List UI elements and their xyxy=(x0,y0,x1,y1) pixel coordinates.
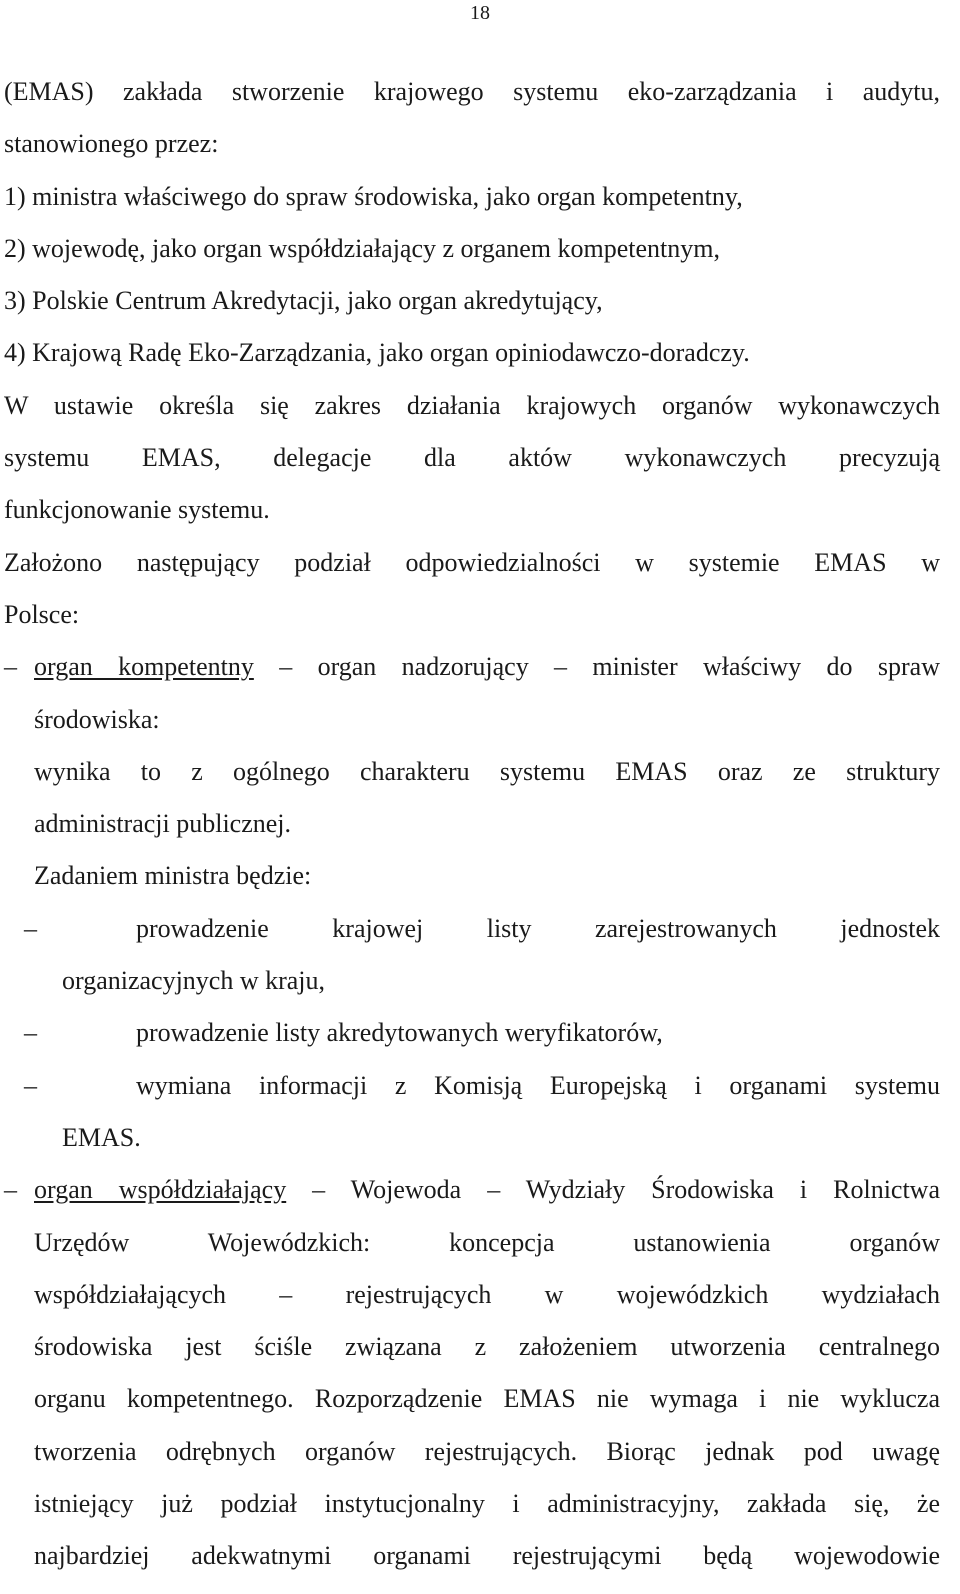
competent-authority-item xyxy=(4,641,940,693)
task-item-1 xyxy=(4,903,940,955)
cooperating-authority-item xyxy=(4,1164,940,1216)
division-line-2: Polsce: xyxy=(4,599,80,629)
cooperating-line-1 xyxy=(34,1164,940,1216)
dash-bullet: – xyxy=(24,1018,37,1048)
cooperating-line-1-rest: – Wojewoda – Wydziały Środowiska i Rolnictwa xyxy=(286,1175,940,1205)
dash-bullet: – xyxy=(4,652,17,682)
task-3-line-1: wymiana informacji z Komisją Europejską i organami systemu xyxy=(136,1070,940,1100)
tasks-intro: Zadaniem ministra będzie: xyxy=(34,861,312,891)
cooperating-line-6: tworzenia odrębnych organów rejestrujących. Biorąc jednak pod uwagę xyxy=(34,1436,940,1466)
cooperating-line-7: istniejący już podział instytucjonalny i administracyjny, zakłada się, że xyxy=(34,1489,940,1519)
document-body xyxy=(4,66,940,1583)
division-line-1: Założono następujący podział odpowiedzialności w systemie EMAS w xyxy=(4,547,940,577)
competent-line-4: administracji publicznej. xyxy=(34,809,292,839)
competent-line-1-rest: – organ nadzorujący – minister właściwy do spraw xyxy=(253,652,940,682)
cooperating-line-5: organu kompetentnego. Rozporządzenie EMAS nie wymaga i nie wyklucza xyxy=(34,1384,940,1414)
scope-line-1: W ustawie określa się zakres działania krajowych organów wykonawczych xyxy=(4,390,940,420)
intro-item-2: 2) wojewodę, jako organ współdziałający z organem kompetentnym, xyxy=(4,233,721,263)
scope-line-3: funkcjonowanie systemu. xyxy=(4,495,270,525)
page-number: 18 xyxy=(470,2,490,24)
cooperating-term: organ współdziałający xyxy=(34,1175,287,1205)
intro-line-2: stanowionego przez: xyxy=(4,129,219,159)
competent-line-1 xyxy=(34,641,940,693)
task-2-line-1: prowadzenie listy akredytowanych weryfikatorów, xyxy=(136,1018,663,1048)
cooperating-line-2: Urzędów Wojewódzkich: koncepcja ustanowienia organów xyxy=(34,1227,940,1257)
intro-item-4: 4) Krajową Radę Eko-Zarządzania, jako organ opiniodawczo-doradczy. xyxy=(4,338,750,368)
scope-line-2: systemu EMAS, delegacje dla aktów wykonawczych precyzują xyxy=(4,443,940,473)
cooperating-line-8: najbardziej adekwatnymi organami rejestrującymi będą wojewodowie xyxy=(34,1541,940,1571)
competent-term: organ kompetentny xyxy=(34,652,254,682)
intro-item-1: 1) ministra właściwego do spraw środowiska, jako organ kompetentny, xyxy=(4,181,743,211)
task-item-2 xyxy=(4,1007,940,1059)
task-1-line-2: organizacyjnych w kraju, xyxy=(62,966,326,996)
dash-bullet: – xyxy=(24,913,37,943)
dash-bullet: – xyxy=(24,1070,37,1100)
intro-item-3: 3) Polskie Centrum Akredytacji, jako organ akredytujący, xyxy=(4,286,603,316)
competent-line-2: środowiska: xyxy=(34,704,160,734)
competent-line-3: wynika to z ogólnego charakteru systemu EMAS oraz ze struktury xyxy=(34,756,940,786)
intro-line-1: (EMAS) zakłada stworzenie krajowego systemu eko-zarządzania i audytu, xyxy=(4,77,940,106)
dash-bullet: – xyxy=(4,1175,17,1205)
cooperating-line-4: środowiska jest ściśle związana z założeniem utworzenia centralnego xyxy=(34,1332,940,1362)
cooperating-line-3: współdziałających – rejestrujących w wojewódzkich wydziałach xyxy=(34,1279,940,1309)
task-3-line-2: EMAS. xyxy=(62,1122,141,1152)
task-1-line-1: prowadzenie krajowej listy zarejestrowanych jednostek xyxy=(136,913,940,943)
task-item-3 xyxy=(4,1060,940,1112)
